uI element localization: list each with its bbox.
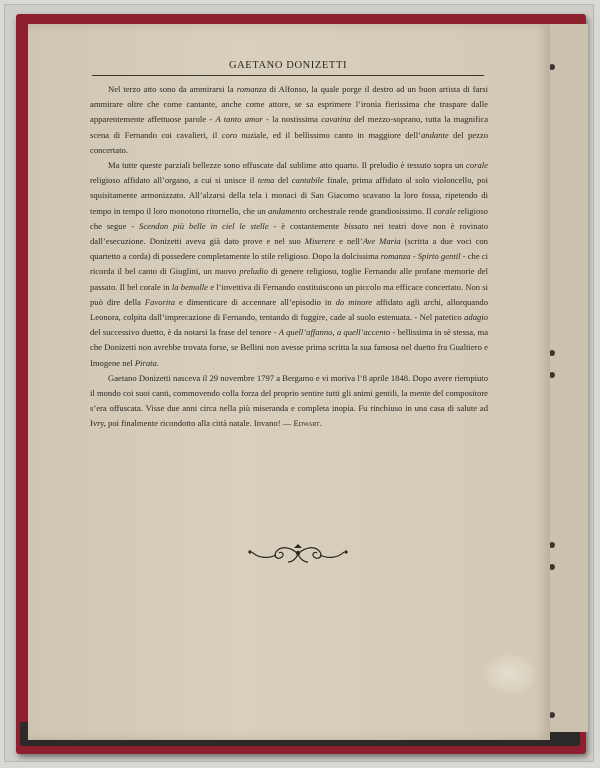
fleuron-ornament-icon — [246, 543, 350, 565]
body-text — [90, 82, 488, 432]
italic-run: A quell’affanno — [278, 327, 333, 338]
paragraph — [90, 82, 488, 158]
italic-run: Miserere — [304, 236, 336, 247]
italic-run: Spirto gentil — [417, 251, 461, 262]
text-run: del pezzo concertato. — [90, 129, 488, 155]
italic-run: Favorita — [144, 296, 175, 307]
book-page — [28, 24, 550, 740]
text-run: e dimenticare di accennare all’episodio in — [175, 296, 336, 307]
italic-run: andamento — [268, 205, 307, 216]
italic-run: Pirata — [134, 357, 157, 368]
text-run: , — [332, 327, 337, 338]
header-rule — [92, 75, 484, 76]
text-run: - — [410, 251, 418, 262]
facing-page-edge — [545, 24, 588, 732]
text-run: del successivo duetto, è da notarsi la frase del tenore - — [90, 327, 279, 338]
text-run: del — [274, 175, 292, 186]
text-run: - bellissima in sè stessa, ma che Donizetti non avrebbe trovata forse, se Bellini non avesse prima scritta la sua famosa nel duetto fra Gualtiero e Imogene nel — [90, 327, 489, 368]
italic-run: corale — [466, 160, 488, 171]
text-run: di genere religioso, toglie Fernando alle profane memorie del passato. Il bel corale in — [90, 266, 489, 292]
italic-run: romanza — [380, 251, 411, 262]
italic-run: corale — [433, 205, 456, 216]
paragraph — [90, 371, 488, 432]
italic-run: a quell’accento — [336, 327, 391, 338]
text-run: del mezzo-soprano, tutta la magnifica scena di Fernando coi cavalieri, il — [90, 114, 489, 140]
running-header: GAETANO DONIZETTI — [228, 60, 348, 71]
italic-run: do minore — [335, 296, 373, 307]
text-run: orchestrale rende grandiosissimo. Il — [306, 205, 434, 216]
italic-run: preludio — [239, 266, 269, 277]
text-run: e nell’ — [335, 236, 363, 247]
italic-run: coro — [221, 129, 238, 140]
italic-run: cavatina — [321, 114, 351, 125]
embossed-stamp — [484, 654, 536, 694]
text-run: nei teatri dove non è rovinato dall’esecuzione. Donizetti aveva già dato prove e nel suo — [90, 220, 488, 247]
signature: Edwart. — [293, 418, 322, 429]
text-run: Ma tutte queste parziali bellezze sono offuscate dal sublime atto quarto. Il preludio è tessuto sopra un — [108, 160, 467, 171]
text-run: e l’invettiva di Fernando costituiscono un piccolo ma efficace concertato. Non si può dire della — [90, 281, 488, 307]
italic-run: la bemolle — [171, 281, 209, 292]
italic-run: tema — [257, 175, 275, 186]
text-run: - la nostissima — [262, 114, 322, 125]
text-run: di Alfonso, la quale porge il destro ad un buon artista di farsi ammirare oltre che come cantante, anche come attore, se sa esprimere l’ironia fierissima che traspare dalle apparentemente affettuose parole - — [90, 84, 489, 125]
paragraph — [90, 158, 488, 371]
text-run: - è costantemente — [268, 220, 345, 231]
text-run: Gaetano Donizetti nasceva il 29 novembre 1797 a Bergamo e vi moriva l’8 aprile 1848. Dopo avere riempiuto il mondo coi suoi canti, commovendo colla forza del proprio sentire tutti gli animi gentili, la mente del compositore s’era offuscata. Visse due anni circa nella più miseranda e completa inopia. Fu rinchiuso in una casa di salute ad Ivry, poi finalmente ricondotto alla città natale. Invano! — — [90, 372, 488, 429]
text-run: nuziale, ed il bellissimo canto in maggiore dell’ — [237, 129, 421, 140]
italic-run: romanza — [236, 84, 267, 94]
text-run: (scritta a due voci con quartetto a corda) di possedere completamente lo stile religioso. Dopo la dolcissima — [90, 236, 488, 262]
italic-run: bissato — [344, 220, 369, 231]
italic-run: adagio — [464, 312, 488, 323]
italic-run: Scendon più belle in ciel le stelle — [139, 220, 269, 231]
text-run: finale, prima affidato al solo violoncello, poi squisitamente armonizzato. All’alzarsi della tela i monaci di San Giacomo scavano la loro fossa, ripetendo di tempo in tempo il loro monotono ritornello, che un — [90, 175, 489, 216]
text-run: religioso affidato all’organo, a cui si unisce il — [90, 175, 258, 186]
italic-run: Ave Maria — [362, 236, 401, 247]
italic-run: A tanto amor — [215, 114, 263, 125]
text-run: affidato agli archi, allorquando Leonora, colpita dall’imprecazione di Fernando, tentando di fuggire, cade al suolo estenuata. - Nel patetico — [90, 296, 488, 323]
italic-run: andante — [420, 129, 449, 140]
text-run: Nel terzo atto sono da ammirarsi la — [108, 84, 237, 94]
text-run: religioso che segue - — [90, 205, 488, 231]
italic-run: cantabile — [291, 175, 324, 186]
text-run: - che ci ricorda il bel canto di Giuglini, un nuovo — [90, 251, 489, 277]
text-run: . — [156, 357, 159, 368]
